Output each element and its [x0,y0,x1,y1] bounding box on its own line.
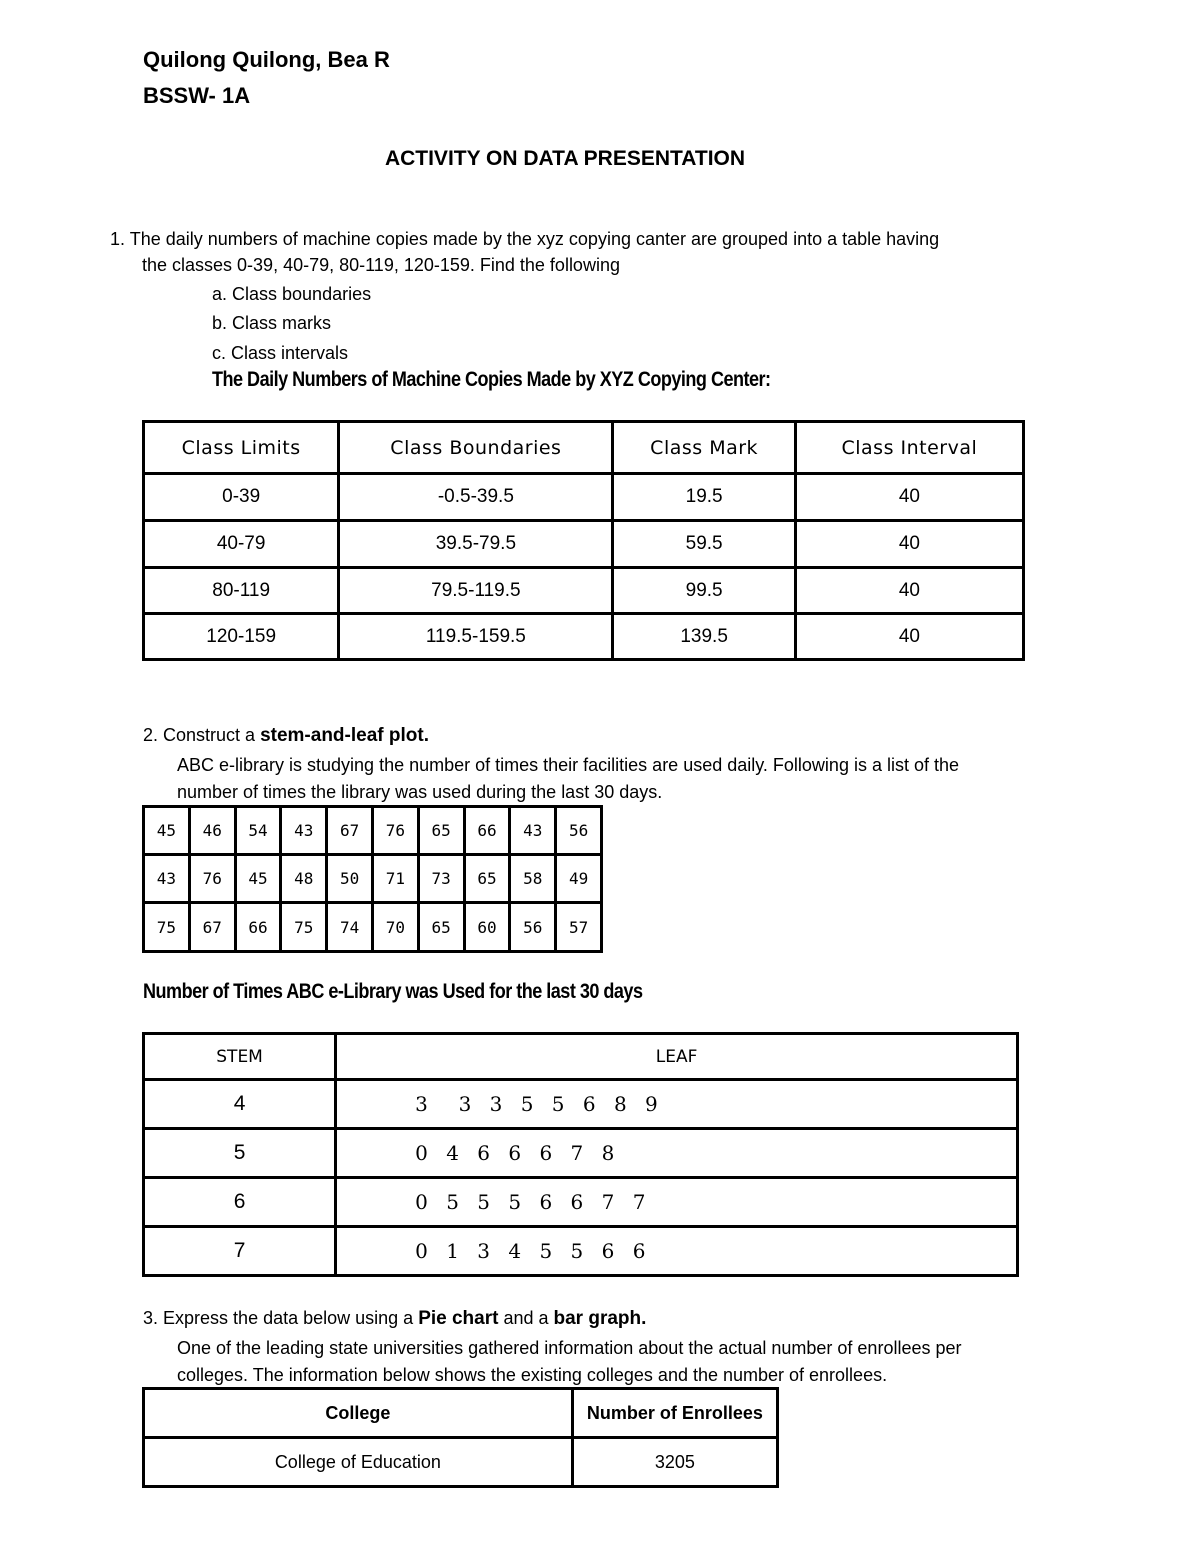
cell: 74 [327,903,373,952]
cell: 49 [556,855,602,903]
class-table [142,420,1025,661]
cell: 67 [327,807,373,855]
q3-text-line1: One of the leading state universities gathered information about the actual number of enrollees per [177,1338,962,1358]
header-class-mark: Class Mark [613,422,795,474]
cell: 48 [281,855,327,903]
header-college: College [144,1389,573,1438]
cell: 40 [795,614,1023,660]
cell: 59.5 [613,521,795,568]
q2-text-line1: ABC e-library is studying the number of times their facilities are used daily. Following is a list of the [177,755,959,775]
cell: 40 [795,521,1023,568]
cell: 80-119 [144,568,339,614]
q3-bold-pie: Pie chart [418,1308,499,1329]
q3-mid-text: and a [498,1308,554,1328]
q1-table-title: The Daily Numbers of Machine Copies Made by XYZ Copying Center: [212,368,771,391]
cell: 76 [372,807,418,855]
cell: 40 [795,474,1023,521]
cell: 70 [372,903,418,952]
enrollees-header-row [144,1389,778,1438]
stem-leaf-table [142,1032,1019,1277]
table-row [144,614,1024,660]
leaf-cell: 0 4 6 6 6 7 8 [336,1129,1018,1178]
header-class-limits: Class Limits [144,422,339,474]
q2-table-title: Number of Times ABC e-Library was Used for the last 30 days [143,980,643,1003]
cell: 65 [418,903,464,952]
cell: 66 [235,903,281,952]
cell: 66 [464,807,510,855]
q3-text-line2: colleges. The information below shows the existing colleges and the number of enrollees. [177,1365,888,1385]
class-table-header-row [144,422,1024,474]
table-row [144,521,1024,568]
header-number-of-enrollees: Number of Enrollees [572,1389,777,1438]
header-leaf: LEAF [336,1034,1018,1080]
cell: 43 [144,855,190,903]
q1-item-c: c. Class intervals [212,343,349,363]
cell: 120-159 [144,614,339,660]
leaf-cell: 0 5 5 5 6 6 7 7 [336,1178,1018,1227]
q3-number: 3. [143,1308,159,1328]
stem-cell: 7 [144,1227,336,1276]
cell: 65 [464,855,510,903]
cell: 50 [327,855,373,903]
q2-text-line2: number of times the library was used during the last 30 days. [177,782,663,802]
cell: 45 [144,807,190,855]
stem-leaf-header-row [144,1034,1018,1080]
cell: 75 [281,903,327,952]
cell: 60 [464,903,510,952]
cell: 0-39 [144,474,339,521]
cell: 40-79 [144,521,339,568]
q2-prompt [143,722,429,749]
q1-text-line2: the classes 0-39, 40-79, 80-119, 120-159. Find the following [142,255,620,275]
leaf-cell: 3 3 3 5 5 6 8 9 [336,1080,1018,1129]
q2-prompt-bold: stem-and-leaf plot. [260,725,429,746]
table-row [144,568,1024,614]
cell: 67 [189,903,235,952]
cell: 56 [510,903,556,952]
table-row [144,1080,1018,1129]
leaf-cell: 0 1 3 4 5 5 6 6 [336,1227,1018,1276]
cell: 43 [281,807,327,855]
cell: 57 [556,903,602,952]
table-row [144,903,602,952]
q1-number: 1. [110,229,126,249]
table-row [144,1438,778,1487]
q3-prompt [143,1305,646,1332]
cell: 71 [372,855,418,903]
q1-item-b: b. Class marks [212,313,332,333]
enrollees-table [142,1387,779,1488]
cell: 43 [510,807,556,855]
q3-prompt-text: Express the data below using a [163,1308,419,1328]
cell: 79.5-119.5 [339,568,613,614]
table-row [144,474,1024,521]
header-stem: STEM [144,1034,336,1080]
q3-bold-bar: bar graph. [553,1308,647,1329]
cell: 58 [510,855,556,903]
cell: 19.5 [613,474,795,521]
cell: 65 [418,807,464,855]
table-row [144,807,602,855]
header-class-interval: Class Interval [795,422,1023,474]
stem-cell: 5 [144,1129,336,1178]
cell: 3205 [572,1438,777,1487]
q1-text-line1 [110,226,939,253]
student-section: BSSW- 1A [143,83,251,108]
cell: 39.5-79.5 [339,521,613,568]
library-data-grid [142,805,603,953]
cell: 46 [189,807,235,855]
table-row [144,1227,1018,1276]
q2-prompt-text: Construct a [163,725,261,745]
cell: 139.5 [613,614,795,660]
table-row [144,855,602,903]
cell: 40 [795,568,1023,614]
table-row [144,1178,1018,1227]
q1-line1: The daily numbers of machine copies made by the xyz copying canter are grouped into a table having [129,229,940,249]
cell: 45 [235,855,281,903]
cell: 54 [235,807,281,855]
cell: -0.5-39.5 [339,474,613,521]
cell: 119.5-159.5 [339,614,613,660]
table-row [144,1129,1018,1178]
cell: 75 [144,903,190,952]
cell: 99.5 [613,568,795,614]
cell: 76 [189,855,235,903]
q2-number: 2. [143,725,159,745]
q1-item-a: a. Class boundaries [212,284,372,304]
student-name: Quilong Quilong, Bea R [143,47,390,72]
stem-cell: 6 [144,1178,336,1227]
cell: College of Education [144,1438,573,1487]
cell: 56 [556,807,602,855]
cell: 73 [418,855,464,903]
stem-cell: 4 [144,1080,336,1129]
document-title: ACTIVITY ON DATA PRESENTATION [384,147,746,170]
header-class-boundaries: Class Boundaries [339,422,613,474]
